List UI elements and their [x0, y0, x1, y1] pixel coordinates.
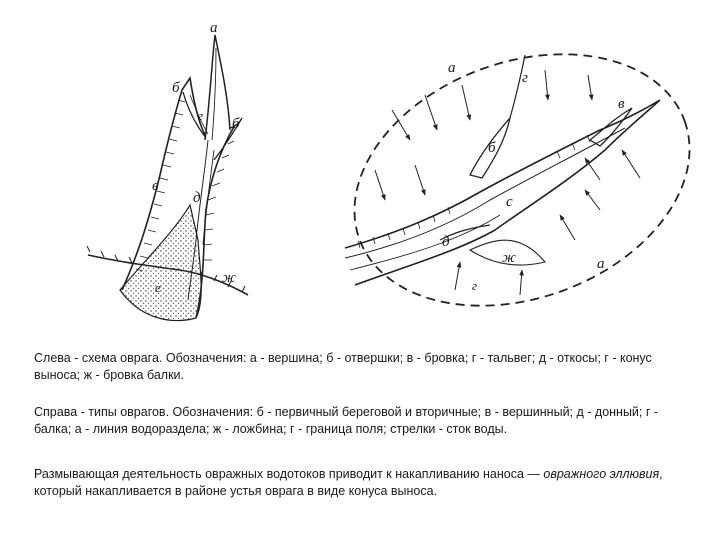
- label-g: г: [522, 70, 528, 86]
- gully-head-a: [205, 35, 230, 140]
- caption-alluvium: [34, 466, 684, 500]
- alluvium-text-suffix: , который накапливается в районе устья оврага в виде конуса выноса.: [34, 467, 663, 498]
- alluvium-term: овражного эллювия: [543, 467, 660, 481]
- label-d: д: [442, 234, 450, 250]
- label-r: г: [472, 278, 478, 293]
- caption-left-diagram: Слева - схема оврага. Обозначения: а - вершина; б - отвершки; в - бровка; г - тальвег; д - откосы; г - конус выноса; ж - бровка балки.: [34, 351, 652, 382]
- label-a-top: а: [448, 60, 456, 76]
- label-zh: ж: [222, 270, 236, 286]
- label-b-left: б: [172, 80, 180, 96]
- label-b: б: [488, 140, 496, 156]
- watershed-line: [319, 10, 720, 335]
- gully-body-right: [196, 125, 235, 318]
- caption-right-diagram: Справа - типы оврагов. Обозначения: б - первичный береговой и вторичные; в - вершинный; д - донный; г - балка; а - линия водораздела; ж - ложбина; г - граница поля; стрелки - сток воды.: [34, 405, 659, 436]
- label-v: в: [152, 178, 159, 194]
- label-g: г: [198, 108, 204, 123]
- label-s: с: [506, 194, 513, 210]
- gully-types-diagram: [319, 10, 720, 335]
- label-b-right: б: [232, 116, 240, 132]
- head-gully: [590, 108, 632, 146]
- label-a-bottom: а: [597, 256, 605, 272]
- label-a: а: [210, 20, 218, 36]
- alluvium-text-prefix: Размывающая деятельность овражных водотоков приводит к накапливанию наноса —: [34, 467, 544, 481]
- label-v: в: [618, 96, 625, 112]
- label-d: д: [193, 190, 201, 206]
- label-zh: ж: [502, 250, 516, 266]
- label-e: е: [155, 280, 161, 295]
